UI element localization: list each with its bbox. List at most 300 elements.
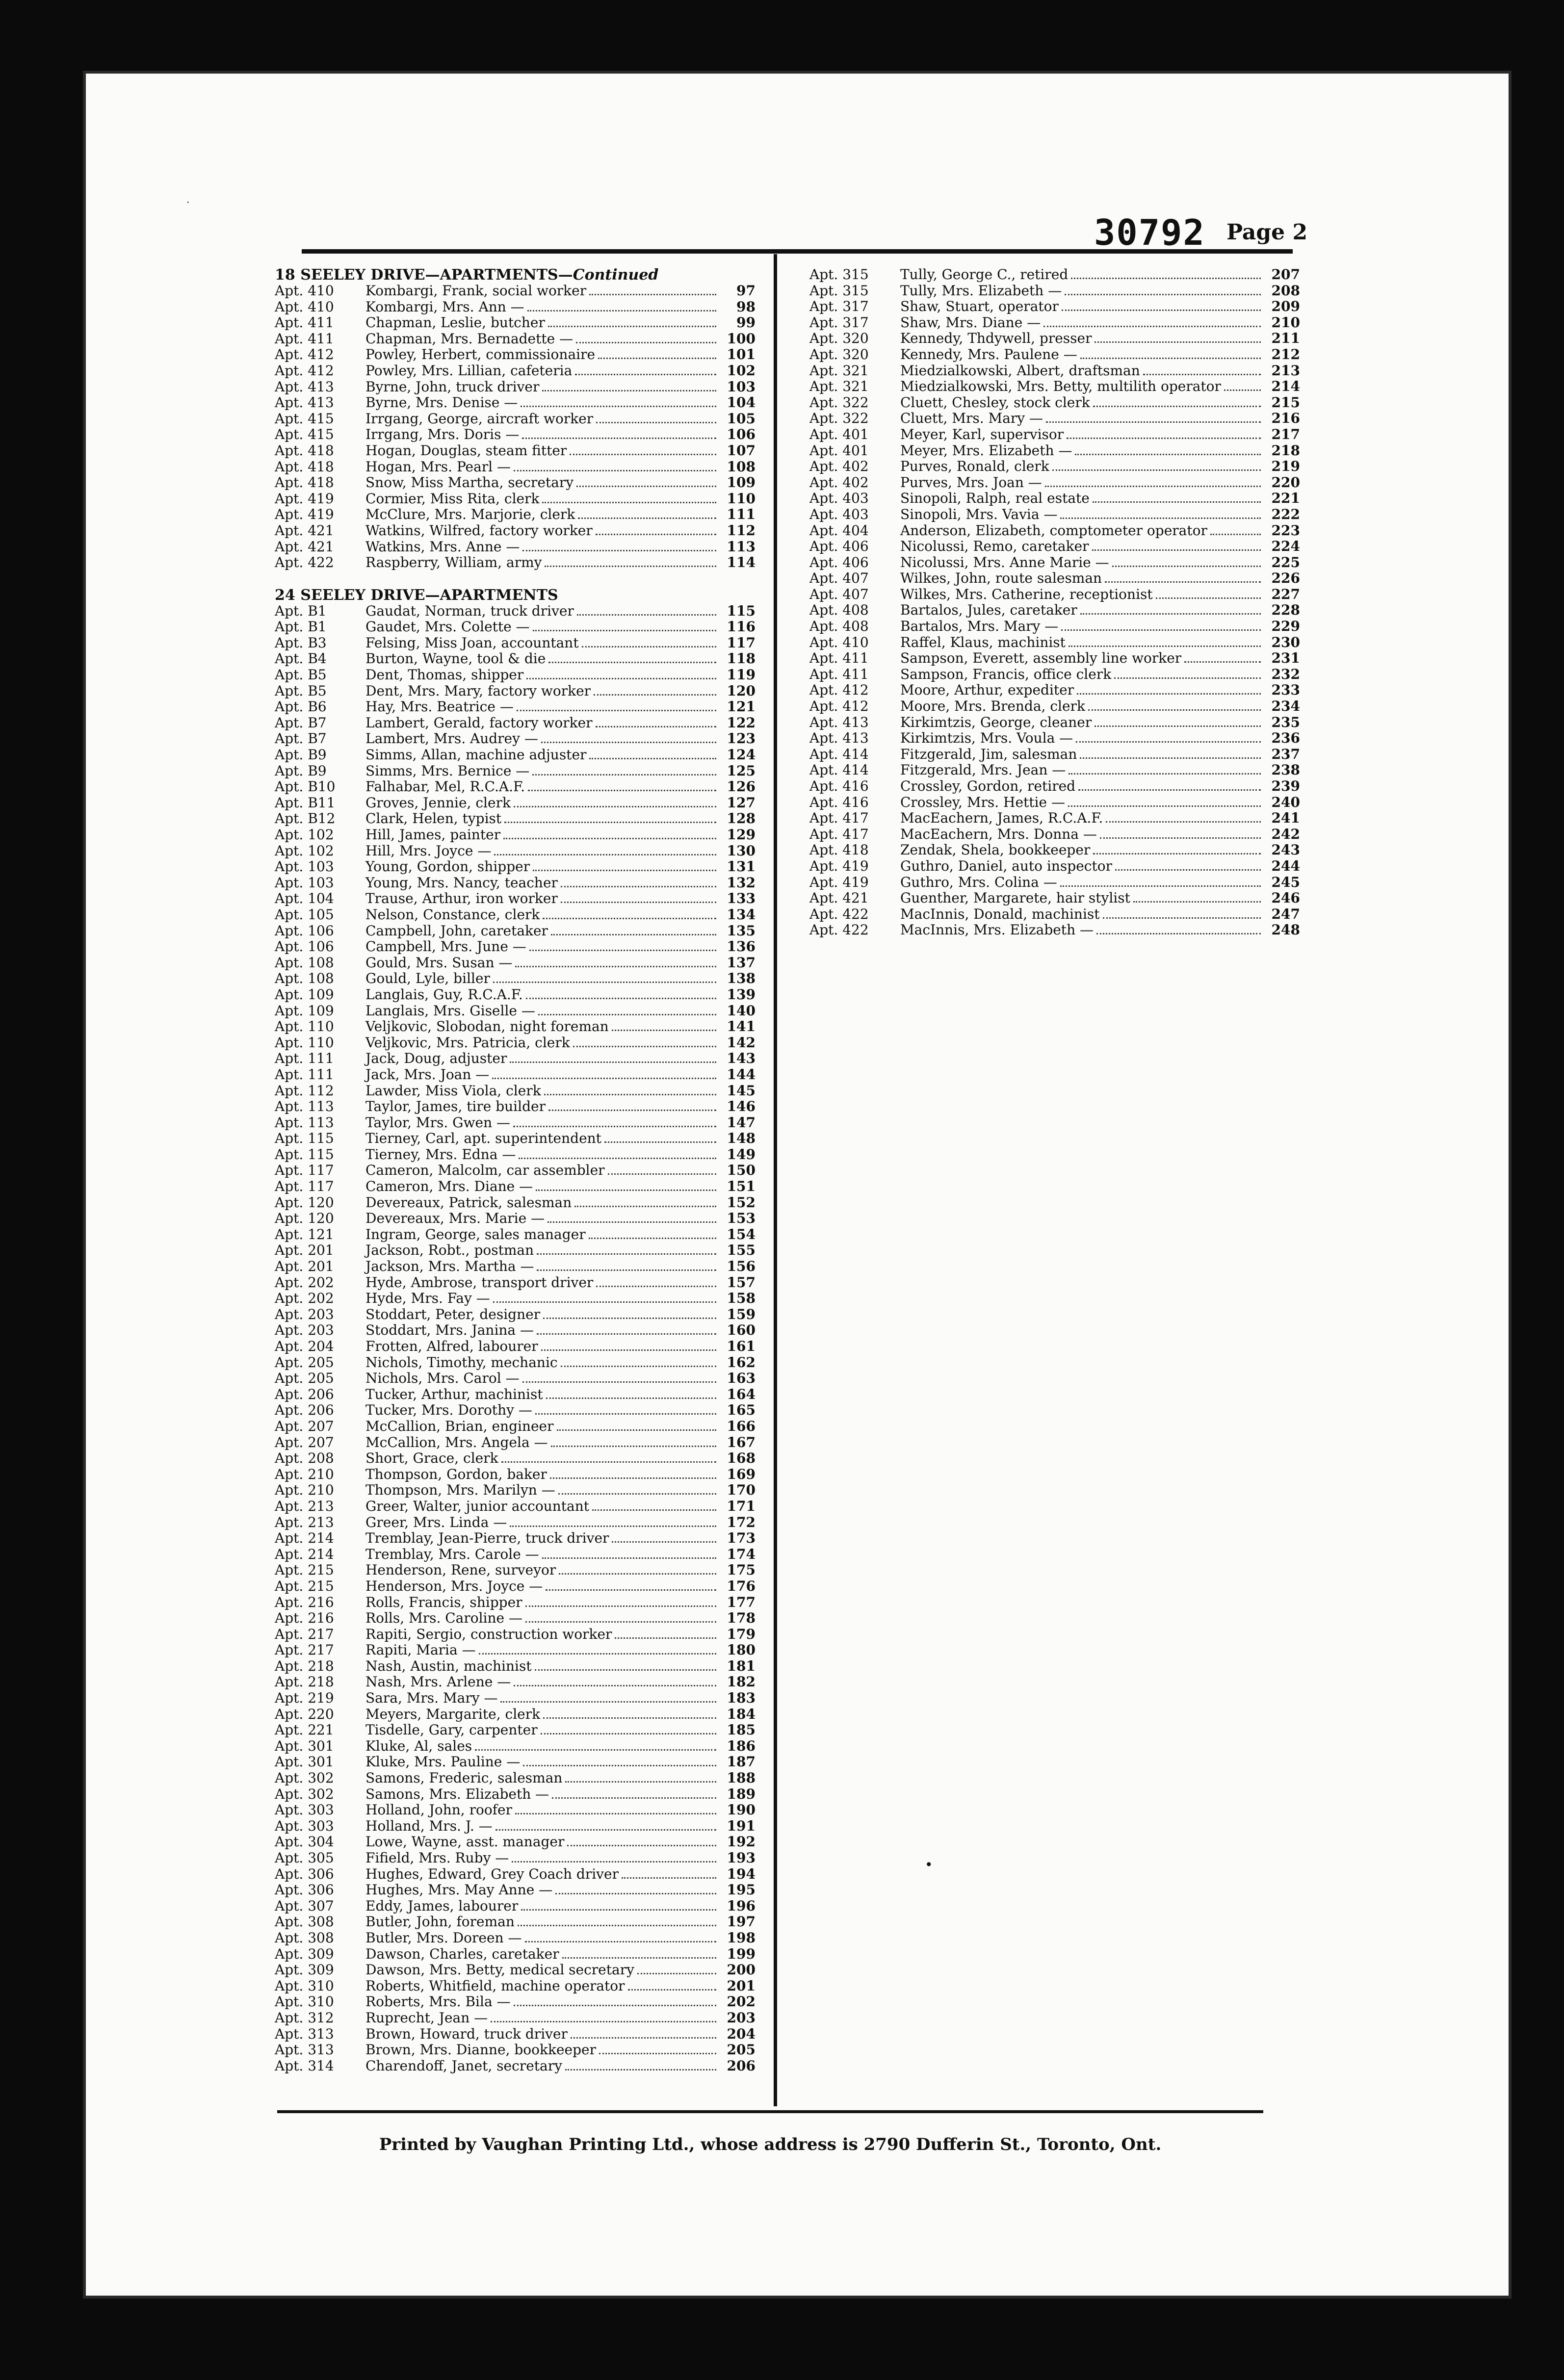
dot-leader — [551, 1445, 716, 1447]
directory-entry — [809, 858, 1300, 875]
dot-leader — [596, 421, 716, 423]
entry-number: 111 — [727, 506, 756, 523]
entry-resident: Groves, Jennie, clerk — [365, 794, 511, 811]
scan-speck: • — [925, 1857, 933, 1873]
entry-number: 103 — [727, 378, 756, 395]
dot-leader — [582, 646, 716, 647]
entry-apartment: Apt. B5 — [275, 667, 327, 683]
entry-resident: Nelson, Constance, clerk — [365, 906, 540, 923]
directory-entry — [275, 1227, 756, 1243]
entry-number: 178 — [727, 1610, 756, 1627]
entry-resident: Campbell, John, caretaker — [365, 922, 548, 939]
dot-leader — [592, 1509, 716, 1511]
dot-leader — [1095, 341, 1261, 343]
directory-entry — [275, 859, 756, 875]
entry-apartment: Apt. 411 — [275, 314, 334, 331]
dot-leader — [1093, 405, 1261, 407]
entry-apartment: Apt. 411 — [809, 650, 869, 667]
dot-leader — [510, 1061, 716, 1063]
directory-entry — [275, 1083, 756, 1099]
dot-leader — [1077, 693, 1261, 695]
entry-resident: Wilkes, Mrs. Catherine, receptionist — [900, 586, 1153, 602]
entry-number: 112 — [727, 522, 756, 539]
entry-resident: Taylor, Mrs. Gwen — — [365, 1114, 510, 1131]
dot-leader — [1067, 437, 1261, 439]
directory-entry — [275, 1515, 756, 1531]
entry-number: 157 — [727, 1274, 756, 1291]
entry-number: 125 — [727, 762, 756, 779]
directory-entry — [275, 539, 756, 555]
entry-resident: Hogan, Mrs. Pearl — — [365, 458, 511, 475]
dot-leader — [1062, 309, 1261, 311]
entry-resident: Greer, Walter, junior accountant — [365, 1498, 589, 1514]
entry-apartment: Apt. 109 — [275, 1002, 334, 1019]
entry-resident: Meyers, Margarite, clerk — [365, 1706, 541, 1722]
entry-number: 107 — [727, 442, 756, 459]
entry-number: 235 — [1271, 714, 1300, 730]
dot-leader — [1105, 581, 1261, 583]
dot-leader — [492, 1077, 716, 1079]
dot-leader — [576, 485, 716, 487]
directory-entry — [809, 459, 1300, 475]
directory-entry — [275, 603, 756, 620]
entry-apartment: Apt. 414 — [809, 762, 869, 778]
entry-number: 237 — [1271, 746, 1300, 762]
entry-resident: Wilkes, John, route salesman — [900, 570, 1102, 587]
entry-resident: Kombargi, Frank, social worker — [365, 283, 587, 299]
dot-leader — [637, 1972, 716, 1974]
entry-number: 98 — [736, 298, 756, 315]
dot-leader — [1060, 517, 1261, 519]
entry-resident: Devereaux, Mrs. Marie — — [365, 1210, 545, 1227]
dot-leader — [604, 1141, 716, 1143]
entry-resident: Thompson, Gordon, baker — [365, 1466, 547, 1482]
entry-number: 236 — [1271, 730, 1300, 747]
directory-entry — [809, 411, 1300, 427]
entry-number: 223 — [1271, 522, 1300, 539]
entry-resident: Guthro, Mrs. Colina — — [900, 874, 1057, 890]
entry-number: 164 — [727, 1386, 756, 1402]
entry-apartment: Apt. 412 — [809, 698, 869, 715]
dot-leader — [542, 1557, 716, 1559]
entry-resident: Sinopoli, Ralph, real estate — [900, 490, 1090, 507]
entry-resident: Watkins, Wilfred, factory worker — [365, 522, 593, 539]
entry-number: 242 — [1271, 826, 1300, 842]
directory-entry — [275, 555, 756, 571]
entry-resident: McCallion, Mrs. Angela — — [365, 1434, 548, 1450]
scan-speck: · — [186, 196, 190, 208]
entry-number: 221 — [1271, 490, 1300, 507]
dot-leader — [1069, 645, 1261, 647]
entry-apartment: Apt. 307 — [275, 1897, 334, 1914]
entry-apartment: Apt. 419 — [275, 506, 334, 523]
directory-entry — [809, 922, 1300, 938]
entry-resident: Felsing, Miss Joan, accountant — [365, 634, 579, 651]
entry-number: 145 — [727, 1082, 756, 1099]
entry-resident: Nicolussi, Remo, caretaker — [900, 538, 1089, 555]
directory-entry — [275, 1562, 756, 1578]
entry-resident: Gould, Lyle, biller — [365, 970, 490, 987]
entry-number: 141 — [727, 1018, 756, 1035]
entry-resident: Meyer, Karl, supervisor — [900, 426, 1064, 442]
directory-entry — [275, 507, 756, 523]
entry-number: 119 — [727, 667, 756, 683]
entry-resident: Holland, Mrs. J. — — [365, 1817, 493, 1834]
directory-entry — [275, 1211, 756, 1227]
entry-list — [809, 267, 1300, 938]
directory-entry — [275, 843, 756, 859]
entry-number: 100 — [727, 330, 756, 347]
entry-apartment: Apt. 201 — [275, 1258, 334, 1275]
entry-resident: Butler, John, foreman — [365, 1914, 515, 1930]
dot-leader — [565, 2069, 716, 2070]
directory-entry — [275, 1450, 756, 1467]
entry-resident: Kennedy, Mrs. Paulene — — [900, 346, 1077, 362]
entry-number: 130 — [727, 842, 756, 859]
entry-resident: Falhabar, Mel, R.C.A.F. — [365, 778, 525, 795]
dot-leader — [1143, 373, 1261, 375]
entry-resident: Rolls, Francis, shipper — [365, 1594, 522, 1610]
entry-number: 247 — [1271, 905, 1300, 922]
entry-apartment: Apt. 317 — [809, 314, 869, 331]
entry-apartment: Apt. 202 — [275, 1274, 334, 1291]
entry-apartment: Apt. 206 — [275, 1402, 334, 1419]
entry-resident: Cluett, Mrs. Mary — — [900, 410, 1043, 427]
directory-entry — [809, 283, 1300, 299]
right-column — [809, 267, 1300, 938]
entry-resident: Lawder, Miss Viola, clerk — [365, 1082, 541, 1099]
directory-entry — [275, 811, 756, 827]
entry-resident: Langlais, Guy, R.C.A.F. — [365, 986, 523, 1003]
entry-resident: Roberts, Mrs. Bila — — [365, 1993, 511, 2010]
entry-resident: MacInnis, Mrs. Elizabeth — — [900, 922, 1094, 938]
entry-resident: Butler, Mrs. Doreen — — [365, 1929, 522, 1946]
entry-number: 181 — [727, 1657, 756, 1674]
entry-resident: Byrne, Mrs. Denise — — [365, 394, 518, 411]
entry-number: 132 — [727, 874, 756, 891]
entry-apartment: Apt. 322 — [809, 410, 869, 427]
directory-entry — [809, 778, 1300, 795]
entry-resident: Taylor, James, tire builder — [365, 1098, 546, 1115]
entry-number: 163 — [727, 1370, 756, 1387]
entry-number: 154 — [727, 1226, 756, 1242]
entry-apartment: Apt. 308 — [275, 1929, 334, 1946]
entry-number: 194 — [727, 1865, 756, 1882]
directory-entry — [275, 299, 756, 315]
entry-resident: Lambert, Mrs. Audrey — — [365, 730, 538, 747]
document-number: 30792 — [1094, 212, 1205, 253]
directory-entry — [809, 667, 1300, 683]
directory-entry — [275, 1051, 756, 1067]
dot-leader — [529, 949, 716, 951]
entry-number: 188 — [727, 1770, 756, 1786]
dot-leader — [523, 1764, 716, 1766]
directory-entry — [809, 715, 1300, 731]
entry-resident: MacEachern, James, R.C.A.F. — [900, 810, 1103, 827]
dot-leader — [558, 1493, 716, 1495]
entry-number: 228 — [1271, 602, 1300, 619]
entry-resident: Hogan, Douglas, steam fitter — [365, 442, 567, 459]
directory-entry — [275, 1131, 756, 1147]
directory-entry — [275, 1834, 756, 1850]
dot-leader — [515, 1812, 716, 1814]
entry-apartment: Apt. 406 — [809, 554, 869, 570]
dot-leader — [475, 1749, 716, 1751]
directory-entry — [809, 363, 1300, 379]
entry-apartment: Apt. B7 — [275, 714, 327, 731]
entry-resident: Rapiti, Maria — — [365, 1642, 476, 1658]
dot-leader — [599, 2052, 716, 2054]
entry-resident: Zendak, Shela, bookkeeper — [900, 842, 1091, 858]
entry-number: 174 — [727, 1546, 756, 1562]
entry-resident: Veljkovic, Slobodan, night foreman — [365, 1018, 609, 1035]
page-label: Page 2 — [1226, 220, 1308, 245]
entry-number: 138 — [727, 970, 756, 987]
entry-resident: Clark, Helen, typist — [365, 810, 502, 827]
dot-leader — [517, 709, 716, 711]
dot-leader — [567, 1844, 716, 1846]
entry-apartment: Apt. 213 — [275, 1514, 334, 1530]
entry-number: 201 — [727, 1977, 756, 1994]
dot-leader — [550, 1477, 716, 1479]
entry-apartment: Apt. 313 — [275, 2025, 334, 2042]
entry-apartment: Apt. 203 — [275, 1322, 334, 1339]
entry-resident: Ingram, George, sales manager — [365, 1226, 586, 1242]
entry-number: 104 — [727, 394, 756, 411]
entry-resident: Hughes, Mrs. May Anne — — [365, 1882, 553, 1898]
entry-number: 151 — [727, 1178, 756, 1195]
dot-leader — [546, 1589, 716, 1591]
directory-entry — [275, 619, 756, 635]
entry-number: 139 — [727, 986, 756, 1003]
entry-number: 206 — [727, 2057, 756, 2074]
dot-leader — [493, 981, 716, 983]
dot-leader — [512, 1861, 716, 1863]
entry-number: 146 — [727, 1098, 756, 1115]
section-24-seeley-drive — [275, 587, 756, 2074]
entry-resident: Fifield, Mrs. Ruby — — [365, 1850, 509, 1866]
entry-resident: Kennedy, Thdywell, presser — [900, 330, 1092, 347]
entry-apartment: Apt. 206 — [275, 1386, 334, 1402]
dot-leader — [576, 341, 716, 343]
entry-apartment: Apt. 422 — [809, 905, 869, 922]
entry-resident: Tucker, Mrs. Dorothy — — [365, 1402, 532, 1419]
directory-entry — [809, 698, 1300, 715]
entry-resident: Brown, Mrs. Dianne, bookkeeper — [365, 2042, 596, 2058]
dot-leader — [537, 1269, 716, 1271]
dot-leader — [1092, 549, 1261, 551]
entry-apartment: Apt. 217 — [275, 1642, 334, 1658]
entry-number: 140 — [727, 1002, 756, 1019]
entry-resident: Snow, Miss Martha, secretary — [365, 474, 574, 491]
entry-number: 216 — [1271, 410, 1300, 427]
entry-resident: Crossley, Gordon, retired — [900, 778, 1076, 794]
entry-number: 133 — [727, 890, 756, 907]
entry-number: 205 — [727, 2042, 756, 2058]
entry-number: 99 — [736, 314, 756, 331]
entry-number: 209 — [1271, 298, 1300, 315]
entry-number: 129 — [727, 827, 756, 843]
dot-leader — [521, 405, 716, 407]
entry-resident: McClure, Mrs. Marjorie, clerk — [365, 506, 575, 523]
entry-number: 153 — [727, 1210, 756, 1227]
entry-apartment: Apt. 208 — [275, 1450, 334, 1467]
entry-number: 137 — [727, 954, 756, 971]
entry-resident: Hill, James, painter — [365, 827, 501, 843]
directory-entry — [809, 682, 1300, 698]
entry-resident: Guenther, Margarete, hair stylist — [900, 890, 1130, 906]
entry-apartment: Apt. 317 — [809, 298, 869, 315]
directory-entry — [275, 1690, 756, 1707]
entry-apartment: Apt. 115 — [275, 1130, 334, 1147]
entry-resident: Dent, Mrs. Mary, factory worker — [365, 682, 591, 699]
directory-entry — [275, 1067, 756, 1083]
dot-leader — [559, 1573, 716, 1575]
dot-leader — [1075, 453, 1261, 455]
directory-entry — [809, 635, 1300, 651]
entry-resident: Miedzialkowski, Albert, draftsman — [900, 362, 1140, 379]
section-heading-text: 18 SEELEY DRIVE—APARTMENTS— — [275, 266, 573, 284]
dot-leader — [537, 1253, 716, 1255]
directory-entry — [275, 1307, 756, 1323]
directory-entry — [275, 715, 756, 731]
directory-entry — [275, 315, 756, 331]
dot-leader — [1156, 597, 1261, 599]
entry-number: 195 — [727, 1882, 756, 1898]
dot-leader — [622, 1877, 716, 1879]
entry-apartment: Apt. 302 — [275, 1785, 334, 1802]
entry-resident: MacInnis, Donald, machinist — [900, 905, 1100, 922]
entry-resident: Dawson, Charles, caretaker — [365, 1945, 559, 1962]
directory-entry — [809, 555, 1300, 571]
entry-resident: Kirkimtzis, Mrs. Voula — — [900, 730, 1073, 747]
entry-resident: MacEachern, Mrs. Donna — — [900, 826, 1097, 842]
dot-leader — [521, 1909, 716, 1911]
entry-number: 234 — [1271, 698, 1300, 715]
directory-entry — [275, 1163, 756, 1179]
directory-entry — [275, 955, 756, 971]
entry-apartment: Apt. 413 — [275, 378, 334, 395]
dot-leader — [548, 661, 716, 663]
entry-apartment: Apt. 306 — [275, 1882, 334, 1898]
dot-leader — [1210, 533, 1261, 535]
directory-entry — [275, 795, 756, 811]
entry-number: 243 — [1271, 842, 1300, 858]
entry-number: 198 — [727, 1929, 756, 1946]
dot-leader — [596, 1285, 716, 1287]
entry-number: 187 — [727, 1754, 756, 1770]
entry-resident: Jackson, Mrs. Martha — — [365, 1258, 534, 1275]
entry-number: 156 — [727, 1258, 756, 1275]
directory-entry — [275, 1866, 756, 1883]
entry-resident: Jack, Mrs. Joan — — [365, 1066, 490, 1083]
entry-apartment: Apt. 108 — [275, 970, 334, 987]
directory-entry — [809, 491, 1300, 507]
entry-number: 196 — [727, 1897, 756, 1914]
directory-entry — [275, 459, 756, 475]
entry-resident: Raspberry, William, army — [365, 554, 542, 571]
directory-entry — [275, 1147, 756, 1163]
dot-leader — [533, 629, 716, 631]
entry-number: 109 — [727, 474, 756, 491]
entry-number: 190 — [727, 1802, 756, 1818]
dot-leader — [1093, 501, 1261, 503]
entry-resident: Lambert, Gerald, factory worker — [365, 714, 593, 731]
entry-resident: Young, Mrs. Nancy, teacher — [365, 874, 558, 891]
entry-resident: Hyde, Mrs. Fay — — [365, 1290, 490, 1307]
entry-apartment: Apt. 417 — [809, 826, 869, 842]
dot-leader — [525, 1940, 717, 1942]
directory-entry — [275, 2058, 756, 2074]
directory-entry — [809, 443, 1300, 459]
dot-leader — [612, 1029, 716, 1031]
entry-resident: Sara, Mrs. Mary — — [365, 1690, 498, 1707]
entry-number: 143 — [727, 1050, 756, 1067]
entry-apartment: Apt. 104 — [275, 890, 334, 907]
dot-leader — [1080, 757, 1261, 759]
directory-entry — [275, 1898, 756, 1914]
entry-apartment: Apt. 207 — [275, 1434, 334, 1450]
dot-leader — [1071, 277, 1261, 279]
entry-apartment: Apt. B7 — [275, 730, 327, 747]
directory-entry — [275, 347, 756, 363]
directory-entry — [275, 1770, 756, 1786]
entry-number: 238 — [1271, 762, 1300, 778]
entry-resident: Nichols, Mrs. Carol — — [365, 1370, 520, 1387]
entry-apartment: Apt. 404 — [809, 522, 869, 539]
entry-apartment: Apt. B1 — [275, 602, 327, 619]
entry-number: 210 — [1271, 314, 1300, 331]
entry-number: 200 — [727, 1962, 756, 1978]
dot-leader — [504, 821, 716, 823]
directory-entry — [809, 347, 1300, 363]
section-heading-text: 24 SEELEY DRIVE—APARTMENTS — [275, 586, 558, 604]
dot-leader — [543, 1317, 716, 1319]
entry-number: 208 — [1271, 282, 1300, 299]
directory-entry — [275, 1994, 756, 2010]
directory-entry — [275, 1419, 756, 1435]
entry-number: 101 — [727, 346, 756, 363]
directory-entry — [275, 1499, 756, 1515]
directory-entry — [275, 1003, 756, 1019]
entry-resident: Samons, Frederic, salesman — [365, 1770, 563, 1786]
entry-resident: Rolls, Mrs. Caroline — — [365, 1610, 523, 1627]
directory-entry — [275, 1035, 756, 1051]
entry-apartment: Apt. 302 — [275, 1770, 334, 1786]
directory-entry — [275, 683, 756, 699]
entry-apartment: Apt. 303 — [275, 1802, 334, 1818]
directory-entry — [275, 827, 756, 843]
entry-resident: Purves, Mrs. Joan — — [900, 474, 1042, 491]
dot-leader — [552, 1797, 716, 1799]
directory-entry — [809, 587, 1300, 603]
entry-number: 183 — [727, 1690, 756, 1707]
dot-leader — [1045, 485, 1261, 487]
entry-apartment: Apt. 210 — [275, 1482, 334, 1499]
dot-leader — [589, 293, 716, 295]
directory-entry — [275, 1930, 756, 1946]
directory-entry — [809, 650, 1300, 667]
entry-number: 102 — [727, 362, 756, 379]
entry-resident: Holland, John, roofer — [365, 1802, 513, 1818]
dot-leader — [1100, 837, 1261, 839]
directory-entry — [275, 1595, 756, 1611]
entry-apartment: Apt. 315 — [809, 282, 869, 299]
entry-list — [275, 603, 756, 2074]
entry-apartment: Apt. 419 — [809, 874, 869, 890]
directory-entry — [809, 827, 1300, 843]
entry-apartment: Apt. 203 — [275, 1306, 334, 1322]
